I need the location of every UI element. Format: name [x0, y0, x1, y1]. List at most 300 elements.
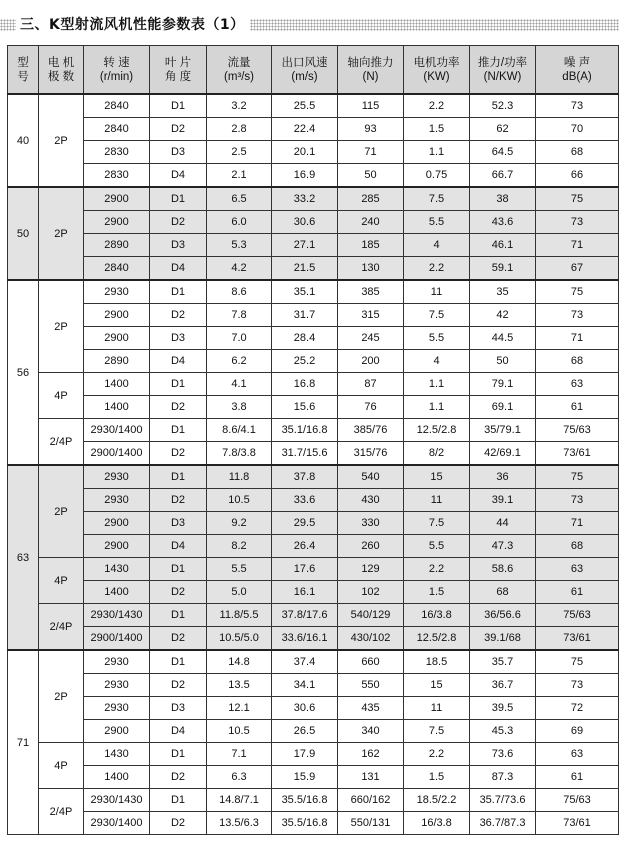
noise-cell: 68: [536, 141, 619, 164]
model-cell: 50: [8, 187, 39, 280]
noise-cell: 71: [536, 234, 619, 257]
speed-cell: 2900: [84, 512, 150, 535]
thrust-cell: 660: [338, 650, 404, 674]
blade-angle-cell: D1: [150, 280, 207, 304]
thrust-power-ratio-cell: 44.5: [470, 327, 536, 350]
thrust-power-ratio-cell: 36.7: [470, 674, 536, 697]
table-row: [8, 766, 619, 789]
header-thrust-power-ratio: [470, 46, 536, 95]
motor-power-cell: 16/3.8: [404, 604, 470, 627]
motor-power-cell: 5.5: [404, 535, 470, 558]
outlet-velocity-cell: 16.8: [272, 373, 338, 396]
blade-angle-cell: D2: [150, 211, 207, 234]
header-model-line2: 号: [17, 70, 29, 83]
noise-cell: 68: [536, 350, 619, 373]
motor-power-cell: 4: [404, 350, 470, 373]
outlet-velocity-cell: 30.6: [272, 697, 338, 720]
poles-cell: 2P: [39, 280, 84, 373]
blade-angle-cell: D2: [150, 627, 207, 651]
speed-cell: 1400: [84, 373, 150, 396]
flow-cell: 14.8/7.1: [207, 789, 272, 812]
flow-cell: 4.1: [207, 373, 272, 396]
outlet-velocity-cell: 16.9: [272, 164, 338, 188]
noise-cell: 72: [536, 697, 619, 720]
blade-angle-cell: D4: [150, 164, 207, 188]
outlet-velocity-cell: 15.9: [272, 766, 338, 789]
thrust-cell: 260: [338, 535, 404, 558]
outlet-velocity-cell: 33.6: [272, 489, 338, 512]
motor-power-cell: 7.5: [404, 720, 470, 743]
outlet-velocity-cell: 37.4: [272, 650, 338, 674]
noise-cell: 63: [536, 373, 619, 396]
blade-angle-cell: D1: [150, 94, 207, 118]
table-row: [8, 442, 619, 466]
motor-power-cell: 11: [404, 697, 470, 720]
speed-cell: 2890: [84, 350, 150, 373]
table-row: [8, 118, 619, 141]
blade-angle-cell: D2: [150, 766, 207, 789]
motor-power-cell: 1.5: [404, 766, 470, 789]
thrust-cell: 385: [338, 280, 404, 304]
blade-angle-cell: D4: [150, 350, 207, 373]
motor-power-cell: 18.5/2.2: [404, 789, 470, 812]
poles-cell: 2/4P: [39, 604, 84, 651]
speed-cell: 2900/1400: [84, 627, 150, 651]
noise-cell: 75: [536, 280, 619, 304]
outlet-velocity-cell: 28.4: [272, 327, 338, 350]
motor-power-cell: 0.75: [404, 164, 470, 188]
speed-cell: 2900: [84, 720, 150, 743]
thrust-cell: 50: [338, 164, 404, 188]
thrust-power-ratio-cell: 58.6: [470, 558, 536, 581]
speed-cell: 2900: [84, 327, 150, 350]
thrust-cell: 129: [338, 558, 404, 581]
noise-cell: 70: [536, 118, 619, 141]
header-thrust-power-ratio-line1: 推力/功率: [477, 56, 528, 69]
table-row: [8, 720, 619, 743]
header-noise-line1: 噪 声: [563, 56, 591, 69]
blade-angle-cell: D3: [150, 234, 207, 257]
speed-cell: 2930: [84, 697, 150, 720]
outlet-velocity-cell: 29.5: [272, 512, 338, 535]
table-row: [8, 396, 619, 419]
outlet-velocity-cell: 16.1: [272, 581, 338, 604]
thrust-power-ratio-cell: 45.3: [470, 720, 536, 743]
table-row: [8, 558, 619, 581]
header-speed-line2: (r/min): [99, 70, 134, 83]
noise-cell: 73: [536, 304, 619, 327]
outlet-velocity-cell: 21.5: [272, 257, 338, 281]
flow-cell: 8.6: [207, 280, 272, 304]
speed-cell: 2900: [84, 304, 150, 327]
thrust-power-ratio-cell: 68: [470, 581, 536, 604]
noise-cell: 73: [536, 211, 619, 234]
speed-cell: 1400: [84, 396, 150, 419]
thrust-power-ratio-cell: 87.3: [470, 766, 536, 789]
header-motor-power-line2: (KW): [423, 70, 450, 83]
outlet-velocity-cell: 17.9: [272, 743, 338, 766]
motor-power-cell: 7.5: [404, 187, 470, 211]
motor-power-cell: 2.2: [404, 743, 470, 766]
table-row: [8, 674, 619, 697]
thrust-power-ratio-cell: 73.6: [470, 743, 536, 766]
thrust-cell: 185: [338, 234, 404, 257]
motor-power-cell: 18.5: [404, 650, 470, 674]
speed-cell: 2900/1400: [84, 442, 150, 466]
thrust-cell: 93: [338, 118, 404, 141]
blade-angle-cell: D2: [150, 674, 207, 697]
poles-cell: 2P: [39, 187, 84, 280]
thrust-cell: 76: [338, 396, 404, 419]
table-row: [8, 280, 619, 304]
outlet-velocity-cell: 26.4: [272, 535, 338, 558]
title-bar: [0, 14, 627, 36]
thrust-power-ratio-cell: 69.1: [470, 396, 536, 419]
noise-cell: 71: [536, 512, 619, 535]
thrust-power-ratio-cell: 35.7: [470, 650, 536, 674]
thrust-cell: 315/76: [338, 442, 404, 466]
flow-cell: 2.1: [207, 164, 272, 188]
outlet-velocity-cell: 33.6/16.1: [272, 627, 338, 651]
speed-cell: 2840: [84, 118, 150, 141]
noise-cell: 75: [536, 650, 619, 674]
header-blade-angle-line1: 叶 片: [164, 56, 192, 69]
header-model-line1: 型: [17, 56, 29, 69]
page-title: 三、K型射流风机性能参数表（1）: [20, 17, 245, 33]
thrust-power-ratio-cell: 62: [470, 118, 536, 141]
blade-angle-cell: D1: [150, 558, 207, 581]
outlet-velocity-cell: 35.5/16.8: [272, 812, 338, 835]
speed-cell: 2930/1400: [84, 419, 150, 442]
blade-angle-cell: D1: [150, 419, 207, 442]
poles-cell: 2P: [39, 94, 84, 187]
noise-cell: 61: [536, 581, 619, 604]
table-row: [8, 465, 619, 489]
outlet-velocity-cell: 26.5: [272, 720, 338, 743]
header-speed-line1: 转 速: [103, 56, 130, 69]
table-row: [8, 164, 619, 188]
blade-angle-cell: D3: [150, 512, 207, 535]
noise-cell: 71: [536, 327, 619, 350]
poles-cell: 2/4P: [39, 419, 84, 466]
noise-cell: 75/63: [536, 604, 619, 627]
outlet-velocity-cell: 34.1: [272, 674, 338, 697]
thrust-power-ratio-cell: 59.1: [470, 257, 536, 281]
flow-cell: 14.8: [207, 650, 272, 674]
outlet-velocity-cell: 35.5/16.8: [272, 789, 338, 812]
noise-cell: 73: [536, 489, 619, 512]
outlet-velocity-cell: 27.1: [272, 234, 338, 257]
speed-cell: 2830: [84, 164, 150, 188]
blade-angle-cell: D1: [150, 743, 207, 766]
thrust-cell: 245: [338, 327, 404, 350]
outlet-velocity-cell: 15.6: [272, 396, 338, 419]
thrust-power-ratio-cell: 35: [470, 280, 536, 304]
noise-cell: 69: [536, 720, 619, 743]
flow-cell: 12.1: [207, 697, 272, 720]
table-row: [8, 604, 619, 627]
thrust-power-ratio-cell: 79.1: [470, 373, 536, 396]
header-outlet-velocity-line2: (m/s): [291, 70, 318, 83]
outlet-velocity-cell: 37.8/17.6: [272, 604, 338, 627]
blade-angle-cell: D1: [150, 650, 207, 674]
speed-cell: 1430: [84, 558, 150, 581]
speed-cell: 2930/1430: [84, 789, 150, 812]
motor-power-cell: 7.5: [404, 512, 470, 535]
thrust-power-ratio-cell: 35.7/73.6: [470, 789, 536, 812]
poles-cell: 2P: [39, 650, 84, 743]
thrust-cell: 385/76: [338, 419, 404, 442]
speed-cell: 1430: [84, 743, 150, 766]
flow-cell: 6.3: [207, 766, 272, 789]
poles-cell: 4P: [39, 743, 84, 789]
table-row: [8, 789, 619, 812]
flow-cell: 11.8: [207, 465, 272, 489]
motor-power-cell: 2.2: [404, 558, 470, 581]
motor-power-cell: 5.5: [404, 211, 470, 234]
motor-power-cell: 5.5: [404, 327, 470, 350]
thrust-cell: 115: [338, 94, 404, 118]
flow-cell: 10.5/5.0: [207, 627, 272, 651]
thrust-cell: 87: [338, 373, 404, 396]
noise-cell: 75/63: [536, 789, 619, 812]
thrust-cell: 550: [338, 674, 404, 697]
blade-angle-cell: D1: [150, 789, 207, 812]
outlet-velocity-cell: 20.1: [272, 141, 338, 164]
table-row: [8, 257, 619, 281]
speed-cell: 2930: [84, 489, 150, 512]
blade-angle-cell: D2: [150, 581, 207, 604]
flow-cell: 13.5/6.3: [207, 812, 272, 835]
blade-angle-cell: D1: [150, 187, 207, 211]
motor-power-cell: 16/3.8: [404, 812, 470, 835]
header-poles-line2: 极 数: [47, 70, 75, 83]
header-noise-line2: dB(A): [562, 70, 592, 83]
header-noise: [536, 46, 619, 95]
thrust-power-ratio-cell: 50: [470, 350, 536, 373]
outlet-velocity-cell: 17.6: [272, 558, 338, 581]
table-row: [8, 812, 619, 835]
noise-cell: 67: [536, 257, 619, 281]
outlet-velocity-cell: 22.4: [272, 118, 338, 141]
motor-power-cell: 1.1: [404, 141, 470, 164]
thrust-cell: 130: [338, 257, 404, 281]
table-row: [8, 350, 619, 373]
blade-angle-cell: D2: [150, 118, 207, 141]
thrust-power-ratio-cell: 38: [470, 187, 536, 211]
header-blade-angle: [150, 46, 207, 95]
fan-parameter-table: [7, 45, 619, 835]
thrust-power-ratio-cell: 36: [470, 465, 536, 489]
thrust-power-ratio-cell: 64.5: [470, 141, 536, 164]
noise-cell: 75/63: [536, 419, 619, 442]
blade-angle-cell: D2: [150, 812, 207, 835]
flow-cell: 5.5: [207, 558, 272, 581]
blade-angle-cell: D1: [150, 373, 207, 396]
table-row: [8, 234, 619, 257]
thrust-cell: 162: [338, 743, 404, 766]
motor-power-cell: 11: [404, 489, 470, 512]
header-blade-angle-line2: 角 度: [164, 70, 192, 83]
table-row: [8, 211, 619, 234]
thrust-cell: 102: [338, 581, 404, 604]
noise-cell: 75: [536, 187, 619, 211]
model-cell: 40: [8, 94, 39, 187]
blade-angle-cell: D1: [150, 465, 207, 489]
thrust-cell: 430: [338, 489, 404, 512]
thrust-power-ratio-cell: 36/56.6: [470, 604, 536, 627]
motor-power-cell: 1.5: [404, 581, 470, 604]
speed-cell: 2840: [84, 94, 150, 118]
thrust-cell: 550/131: [338, 812, 404, 835]
noise-cell: 73/61: [536, 627, 619, 651]
table-row: [8, 373, 619, 396]
thrust-power-ratio-cell: 39.5: [470, 697, 536, 720]
header-flow-line1: 流量: [227, 56, 251, 69]
thrust-power-ratio-cell: 42/69.1: [470, 442, 536, 466]
outlet-velocity-cell: 35.1: [272, 280, 338, 304]
flow-cell: 7.8: [207, 304, 272, 327]
thrust-power-ratio-cell: 52.3: [470, 94, 536, 118]
outlet-velocity-cell: 33.2: [272, 187, 338, 211]
blade-angle-cell: D4: [150, 257, 207, 281]
thrust-power-ratio-cell: 47.3: [470, 535, 536, 558]
title-dot-pattern: [250, 19, 619, 31]
speed-cell: 2900: [84, 211, 150, 234]
blade-angle-cell: D4: [150, 720, 207, 743]
flow-cell: 10.5: [207, 720, 272, 743]
flow-cell: 3.8: [207, 396, 272, 419]
flow-cell: 10.5: [207, 489, 272, 512]
motor-power-cell: 1.1: [404, 396, 470, 419]
header-outlet-velocity: [272, 46, 338, 95]
flow-cell: 4.2: [207, 257, 272, 281]
noise-cell: 61: [536, 396, 619, 419]
speed-cell: 2840: [84, 257, 150, 281]
speed-cell: 2930/1430: [84, 604, 150, 627]
blade-angle-cell: D3: [150, 697, 207, 720]
thrust-cell: 200: [338, 350, 404, 373]
poles-cell: 2P: [39, 465, 84, 558]
speed-cell: 2900: [84, 535, 150, 558]
motor-power-cell: 7.5: [404, 304, 470, 327]
thrust-cell: 540/129: [338, 604, 404, 627]
poles-cell: 4P: [39, 558, 84, 604]
flow-cell: 5.0: [207, 581, 272, 604]
motor-power-cell: 11: [404, 280, 470, 304]
poles-cell: 4P: [39, 373, 84, 419]
thrust-cell: 340: [338, 720, 404, 743]
speed-cell: 2930: [84, 650, 150, 674]
thrust-power-ratio-cell: 42: [470, 304, 536, 327]
speed-cell: 2900: [84, 187, 150, 211]
header-flow-line2: (m³/s): [223, 70, 254, 83]
speed-cell: 2890: [84, 234, 150, 257]
flow-cell: 2.5: [207, 141, 272, 164]
noise-cell: 75: [536, 465, 619, 489]
speed-cell: 2930: [84, 280, 150, 304]
outlet-velocity-cell: 31.7/15.6: [272, 442, 338, 466]
title-dot-pattern-left: [0, 19, 16, 31]
header-thrust-line1: 轴向推力: [347, 56, 394, 69]
blade-angle-cell: D4: [150, 535, 207, 558]
motor-power-cell: 2.2: [404, 257, 470, 281]
header-thrust: [338, 46, 404, 95]
blade-angle-cell: D1: [150, 604, 207, 627]
speed-cell: 1400: [84, 766, 150, 789]
table-row: [8, 304, 619, 327]
blade-angle-cell: D2: [150, 442, 207, 466]
thrust-power-ratio-cell: 35/79.1: [470, 419, 536, 442]
thrust-cell: 330: [338, 512, 404, 535]
table-row: [8, 419, 619, 442]
motor-power-cell: 12.5/2.8: [404, 627, 470, 651]
model-cell: 63: [8, 465, 39, 650]
header-thrust-line2: (N): [362, 70, 379, 83]
thrust-cell: 71: [338, 141, 404, 164]
header-motor-power: [404, 46, 470, 95]
flow-cell: 7.1: [207, 743, 272, 766]
flow-cell: 7.8/3.8: [207, 442, 272, 466]
noise-cell: 61: [536, 766, 619, 789]
thrust-power-ratio-cell: 66.7: [470, 164, 536, 188]
flow-cell: 9.2: [207, 512, 272, 535]
flow-cell: 2.8: [207, 118, 272, 141]
thrust-cell: 435: [338, 697, 404, 720]
flow-cell: 6.2: [207, 350, 272, 373]
thrust-power-ratio-cell: 43.6: [470, 211, 536, 234]
flow-cell: 3.2: [207, 94, 272, 118]
noise-cell: 73: [536, 674, 619, 697]
thrust-power-ratio-cell: 39.1/68: [470, 627, 536, 651]
flow-cell: 7.0: [207, 327, 272, 350]
flow-cell: 13.5: [207, 674, 272, 697]
speed-cell: 2830: [84, 141, 150, 164]
thrust-cell: 315: [338, 304, 404, 327]
table-row: [8, 94, 619, 118]
thrust-cell: 240: [338, 211, 404, 234]
flow-cell: 11.8/5.5: [207, 604, 272, 627]
model-cell: 56: [8, 280, 39, 465]
header-flow: [207, 46, 272, 95]
thrust-power-ratio-cell: 39.1: [470, 489, 536, 512]
noise-cell: 73: [536, 94, 619, 118]
table-row: [8, 581, 619, 604]
motor-power-cell: 2.2: [404, 94, 470, 118]
model-cell: 71: [8, 650, 39, 835]
speed-cell: 2930: [84, 465, 150, 489]
flow-cell: 5.3: [207, 234, 272, 257]
noise-cell: 68: [536, 535, 619, 558]
table-row: [8, 627, 619, 651]
thrust-cell: 540: [338, 465, 404, 489]
noise-cell: 63: [536, 558, 619, 581]
thrust-cell: 285: [338, 187, 404, 211]
outlet-velocity-cell: 30.6: [272, 211, 338, 234]
motor-power-cell: 8/2: [404, 442, 470, 466]
table-row: [8, 327, 619, 350]
table-row: [8, 489, 619, 512]
blade-angle-cell: D2: [150, 396, 207, 419]
header-outlet-velocity-line1: 出口风速: [281, 56, 328, 69]
table-row: [8, 650, 619, 674]
motor-power-cell: 1.5: [404, 118, 470, 141]
table-row: [8, 697, 619, 720]
motor-power-cell: 12.5/2.8: [404, 419, 470, 442]
thrust-cell: 660/162: [338, 789, 404, 812]
thrust-cell: 131: [338, 766, 404, 789]
blade-angle-cell: D2: [150, 489, 207, 512]
